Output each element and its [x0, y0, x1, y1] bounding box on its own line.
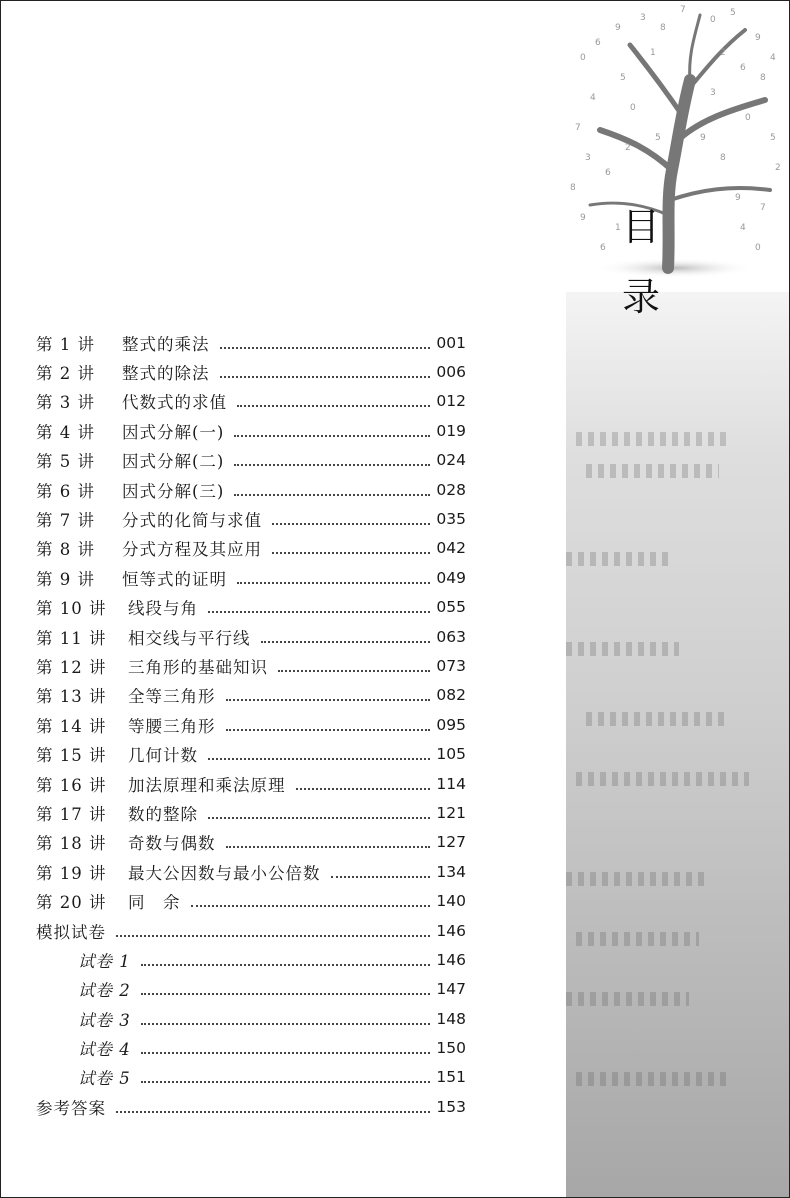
- paper-title: 试卷 1: [78, 951, 131, 971]
- lesson-number: 第 14 讲: [36, 716, 107, 736]
- page-number: 153: [436, 1097, 466, 1116]
- leader-dots: [116, 1111, 430, 1113]
- toc-entry-2[interactable]: [36, 357, 466, 386]
- page-number: 006: [436, 363, 466, 382]
- svg-text:5: 5: [620, 73, 626, 83]
- lesson-title: 线段与角: [128, 599, 198, 619]
- svg-text:9: 9: [580, 213, 586, 223]
- svg-text:1: 1: [615, 223, 621, 233]
- svg-text:5: 5: [770, 133, 776, 143]
- page-number: 012: [436, 392, 466, 411]
- decorative-sidebar: [566, 292, 789, 1197]
- page-number: 042: [436, 539, 466, 558]
- svg-text:6: 6: [605, 168, 611, 178]
- lesson-title: 同 余: [128, 893, 181, 913]
- leader-dots: [226, 729, 431, 731]
- lesson-number: 第 2 讲: [36, 364, 95, 384]
- leader-dots: [234, 464, 430, 466]
- page-number: 095: [436, 715, 466, 734]
- toc-entry-paper-2[interactable]: [36, 975, 466, 1004]
- lesson-number: 第 9 讲: [36, 569, 95, 589]
- toc-entry-14[interactable]: [36, 710, 466, 739]
- page-number: 001: [436, 333, 466, 352]
- svg-text:5: 5: [730, 8, 736, 18]
- svg-text:0: 0: [755, 243, 761, 253]
- page-number: 028: [436, 480, 466, 499]
- lesson-title: 奇数与偶数: [128, 834, 216, 854]
- lesson-title: 全等三角形: [128, 687, 216, 707]
- title-char-lu: 录: [621, 275, 660, 319]
- lesson-title: 加法原理和乘法原理: [128, 775, 286, 795]
- toc-entry-mock-exam[interactable]: [36, 916, 466, 945]
- lesson-title: 分式方程及其应用: [122, 540, 262, 560]
- page-number: 063: [436, 627, 466, 646]
- paper-title: 试卷 4: [78, 1040, 131, 1060]
- page-number: 049: [436, 568, 466, 587]
- toc-entry-6[interactable]: [36, 475, 466, 504]
- lesson-number: 第 15 讲: [36, 746, 107, 766]
- leader-dots: [220, 376, 431, 378]
- page-number: 082: [436, 686, 466, 705]
- lesson-title: 等腰三角形: [128, 716, 216, 736]
- page-number: 024: [436, 451, 466, 470]
- svg-text:4: 4: [590, 93, 596, 103]
- svg-text:8: 8: [570, 183, 576, 193]
- lesson-number: 第 8 讲: [36, 540, 95, 560]
- toc-entry-paper-1[interactable]: [36, 945, 466, 974]
- page-number: 150: [436, 1039, 466, 1058]
- lesson-number: 第 19 讲: [36, 863, 107, 883]
- svg-text:7: 7: [575, 123, 581, 133]
- lesson-title: 数的整除: [128, 804, 198, 824]
- svg-text:0: 0: [580, 53, 586, 63]
- svg-text:2: 2: [775, 163, 781, 173]
- lesson-number: 第 4 讲: [36, 422, 95, 442]
- leader-dots: [208, 817, 430, 819]
- toc-entry-18[interactable]: [36, 828, 466, 857]
- lesson-number: 第 18 讲: [36, 834, 107, 854]
- lesson-title: 分式的化简与求值: [122, 511, 262, 531]
- lesson-title: 因式分解(三): [122, 481, 225, 501]
- title-char-mu: 目: [621, 205, 660, 249]
- svg-text:4: 4: [740, 223, 746, 233]
- lesson-title: 整式的除法: [122, 364, 210, 384]
- toc-entry-15[interactable]: [36, 739, 466, 768]
- lesson-title: 恒等式的证明: [122, 569, 227, 589]
- svg-text:2: 2: [625, 143, 631, 153]
- svg-text:0: 0: [630, 103, 636, 113]
- lesson-title: 因式分解(一): [122, 422, 225, 442]
- toc-entry-paper-4[interactable]: [36, 1033, 466, 1062]
- svg-text:0: 0: [710, 15, 716, 25]
- toc-entry-12[interactable]: [36, 651, 466, 680]
- svg-text:6: 6: [600, 243, 606, 253]
- svg-text:9: 9: [755, 33, 761, 43]
- lesson-title: 几何计数: [128, 746, 198, 766]
- svg-text:8: 8: [760, 73, 766, 83]
- toc-entry-4[interactable]: [36, 416, 466, 445]
- svg-text:3: 3: [710, 88, 716, 98]
- page-number: 146: [436, 950, 466, 969]
- toc-entry-9[interactable]: [36, 563, 466, 592]
- svg-text:4: 4: [770, 53, 776, 63]
- lesson-number: 第 13 讲: [36, 687, 107, 707]
- leader-dots: [237, 582, 430, 584]
- toc-entry-13[interactable]: [36, 681, 466, 710]
- section-title: 模拟试卷: [36, 922, 106, 942]
- lesson-number: 第 16 讲: [36, 775, 107, 795]
- number-tree-illustration: [560, 0, 790, 300]
- leader-dots: [261, 641, 431, 643]
- paper-title: 试卷 3: [78, 1010, 131, 1030]
- leader-dots: [208, 758, 430, 760]
- page-number: 140: [436, 892, 466, 911]
- leader-dots: [237, 405, 430, 407]
- lesson-number: 第 1 讲: [36, 334, 95, 354]
- lesson-number: 第 12 讲: [36, 657, 107, 677]
- leader-dots: [141, 964, 431, 966]
- lesson-title: 最大公因数与最小公倍数: [128, 863, 321, 883]
- page-number: 127: [436, 833, 466, 852]
- lesson-number: 第 17 讲: [36, 804, 107, 824]
- svg-text:6: 6: [595, 38, 601, 48]
- page-number: 105: [436, 745, 466, 764]
- leader-dots: [141, 1023, 431, 1025]
- leader-dots: [272, 523, 430, 525]
- leader-dots: [234, 494, 430, 496]
- svg-text:7: 7: [760, 203, 766, 213]
- svg-text:9: 9: [735, 193, 741, 203]
- toc-entry-1[interactable]: [36, 328, 466, 357]
- leader-dots: [272, 552, 430, 554]
- svg-text:3: 3: [585, 153, 591, 163]
- svg-text:7: 7: [680, 5, 686, 15]
- page-number: 114: [436, 774, 466, 793]
- toc-entry-paper-5[interactable]: [36, 1063, 466, 1092]
- toc-entry-paper-3[interactable]: [36, 1004, 466, 1033]
- leader-dots: [234, 435, 430, 437]
- lesson-number: 第 6 讲: [36, 481, 95, 501]
- leader-dots: [191, 905, 431, 907]
- toc-entry-8[interactable]: [36, 534, 466, 563]
- toc-entry-7[interactable]: [36, 504, 466, 533]
- page-number: 147: [436, 980, 466, 999]
- svg-text:8: 8: [660, 23, 666, 33]
- page-number: 121: [436, 803, 466, 822]
- svg-text:3: 3: [640, 13, 646, 23]
- svg-text:8: 8: [720, 153, 726, 163]
- toc-entry-17[interactable]: [36, 798, 466, 827]
- page-number: 148: [436, 1009, 466, 1028]
- leader-dots: [116, 935, 430, 937]
- lesson-number: 第 20 讲: [36, 893, 107, 913]
- leader-dots: [226, 846, 431, 848]
- lesson-number: 第 5 讲: [36, 452, 95, 472]
- svg-text:9: 9: [700, 133, 706, 143]
- section-title: 参考答案: [36, 1098, 106, 1118]
- lesson-number: 第 10 讲: [36, 599, 107, 619]
- lesson-number: 第 7 讲: [36, 511, 95, 531]
- leader-dots: [296, 788, 431, 790]
- svg-text:1: 1: [650, 48, 656, 58]
- lesson-title: 三角形的基础知识: [128, 657, 268, 677]
- toc-entry-20[interactable]: [36, 886, 466, 915]
- table-of-contents: [36, 328, 466, 1122]
- page-number: 019: [436, 421, 466, 440]
- lesson-title: 相交线与平行线: [128, 628, 251, 648]
- toc-entry-5[interactable]: [36, 446, 466, 475]
- page-number: 146: [436, 921, 466, 940]
- svg-text:6: 6: [740, 63, 746, 73]
- lesson-title: 整式的乘法: [122, 334, 210, 354]
- toc-entry-16[interactable]: [36, 769, 466, 798]
- lesson-title: 代数式的求值: [122, 393, 227, 413]
- lesson-number: 第 11 讲: [36, 628, 107, 648]
- page-number: 035: [436, 510, 466, 529]
- leader-dots: [141, 1052, 431, 1054]
- toc-entry-3[interactable]: [36, 387, 466, 416]
- svg-text:5: 5: [655, 133, 661, 143]
- lesson-title: 因式分解(二): [122, 452, 225, 472]
- leader-dots: [331, 876, 431, 878]
- toc-entry-10[interactable]: [36, 593, 466, 622]
- lesson-number: 第 3 讲: [36, 393, 95, 413]
- svg-text:0: 0: [745, 113, 751, 123]
- toc-entry-answers[interactable]: [36, 1092, 466, 1121]
- page-number: 134: [436, 862, 466, 881]
- toc-entry-11[interactable]: [36, 622, 466, 651]
- leader-dots: [141, 1081, 431, 1083]
- leader-dots: [141, 993, 431, 995]
- page-number: 055: [436, 598, 466, 617]
- toc-entry-19[interactable]: [36, 857, 466, 886]
- svg-text:2: 2: [720, 48, 726, 58]
- paper-title: 试卷 2: [78, 981, 131, 1001]
- page-number: 151: [436, 1068, 466, 1087]
- leader-dots: [220, 347, 431, 349]
- svg-text:9: 9: [615, 23, 621, 33]
- leader-dots: [278, 670, 430, 672]
- paper-title: 试卷 5: [78, 1069, 131, 1089]
- leader-dots: [226, 699, 431, 701]
- page-number: 073: [436, 656, 466, 675]
- leader-dots: [208, 611, 430, 613]
